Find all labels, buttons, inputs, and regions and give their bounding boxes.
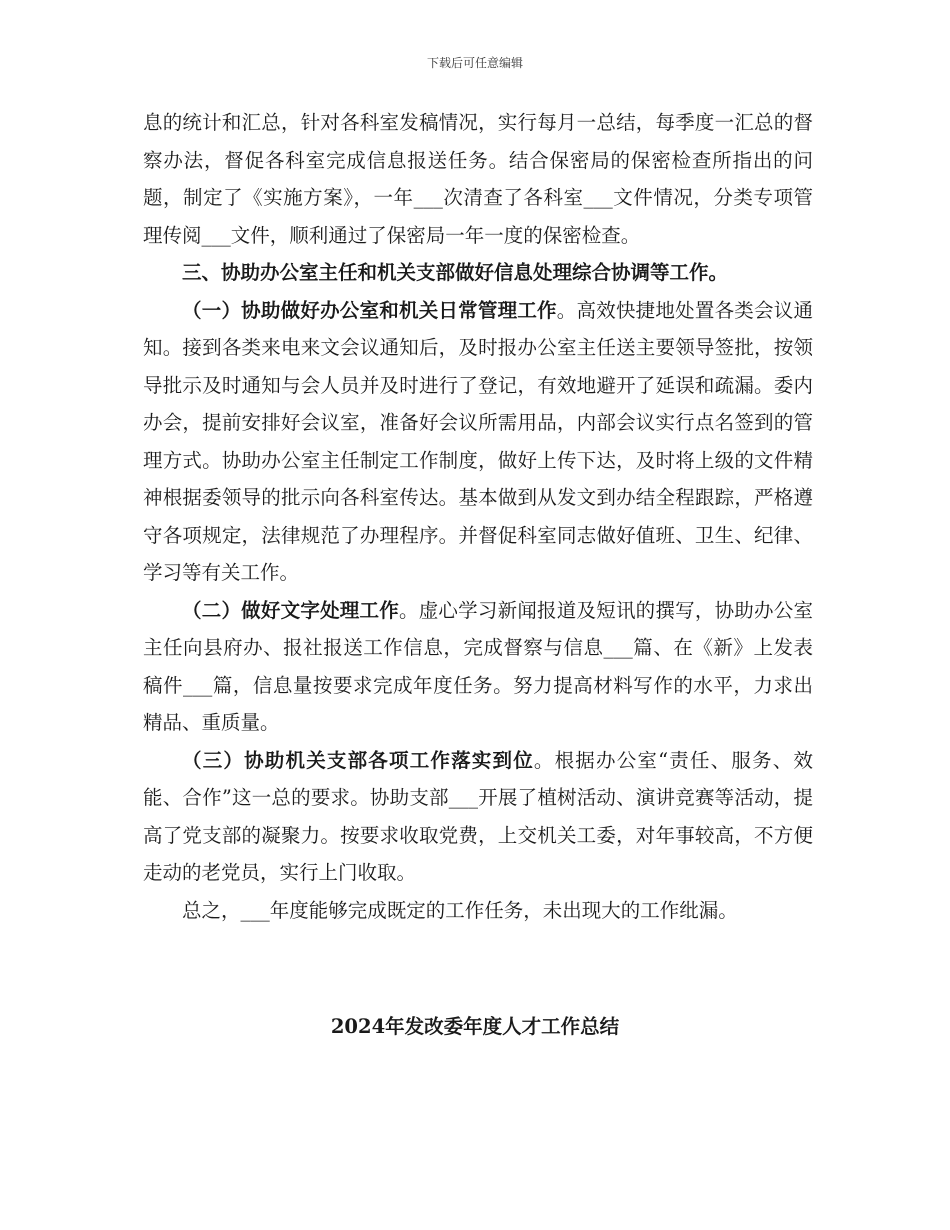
paragraph-text-processing-text: 。虚心学习新闻报道及短讯的撰写，协助办公室主任向县府办、报社报送工作信息，完成督察与信息___篇、在《新》上发表稿件___篇，信息量按要求完成年度任务。努力提高材料写作的水平，力求出精品、重质量。	[143, 598, 813, 734]
paragraph-daily-management	[143, 292, 813, 592]
subheading-1: （一）协助做好办公室和机关日常管理工作	[182, 298, 557, 322]
paragraph-conclusion: 总之，___年度能够完成既定的工作任务，未出现大的工作纰漏。	[182, 898, 738, 922]
paragraph-party-branch-text: 。根据办公室“责任、服务、效能、合作”这一总的要求。协助支部___开展了植树活动、演讲竞赛等活动，提高了党支部的凝聚力。按要求收取党费，上交机关工委，对年事较高，不方便走动的老党员，实行上门收取。	[143, 748, 813, 884]
paragraph-party-branch	[143, 742, 813, 892]
paragraph-text-processing	[143, 592, 813, 742]
section-heading-3: 三、协助办公室主任和机关支部做好信息处理综合协调等工作。	[182, 261, 729, 284]
subheading-3: （三）协助机关支部各项工作落实到位	[182, 748, 534, 772]
subheading-2: （二）做好文字处理工作	[182, 598, 399, 622]
page-header: 下载后可任意编辑	[426, 56, 523, 70]
next-document-title: 2024年发改委年度人才工作总结	[330, 1015, 620, 1038]
paragraph-info-summary: 息的统计和汇总，针对各科室发稿情况，实行每月一总结，每季度一汇总的督察办法，督促各科室完成信息报送任务。结合保密局的保密检查所指出的问题，制定了《实施方案》，一年___次清查了各科室___文件情况，分类专项管理传阅___文件，顺利通过了保密局一年一度的保密检查。	[143, 111, 813, 247]
paragraph-daily-management-text: 。高效快捷地处置各类会议通知。接到各类来电来文会议通知后，及时报办公室主任送主要领导签批，按领导批示及时通知与会人员并及时进行了登记，有效地避开了延误和疏漏。委内办会，提前安排好会议室，准备好会议所需用品，内部会议实行点名签到的管理方式。协助办公室主任制定工作制度，做好上传下达，及时将上级的文件精神根据委领导的批示向各科室传达。基本做到从发文到办结全程跟踪，严格遵守各项规定，法律规范了办理程序。并督促科室同志做好值班、卫生、纪律、学习等有关工作。	[143, 298, 813, 584]
document-body	[143, 104, 813, 929]
